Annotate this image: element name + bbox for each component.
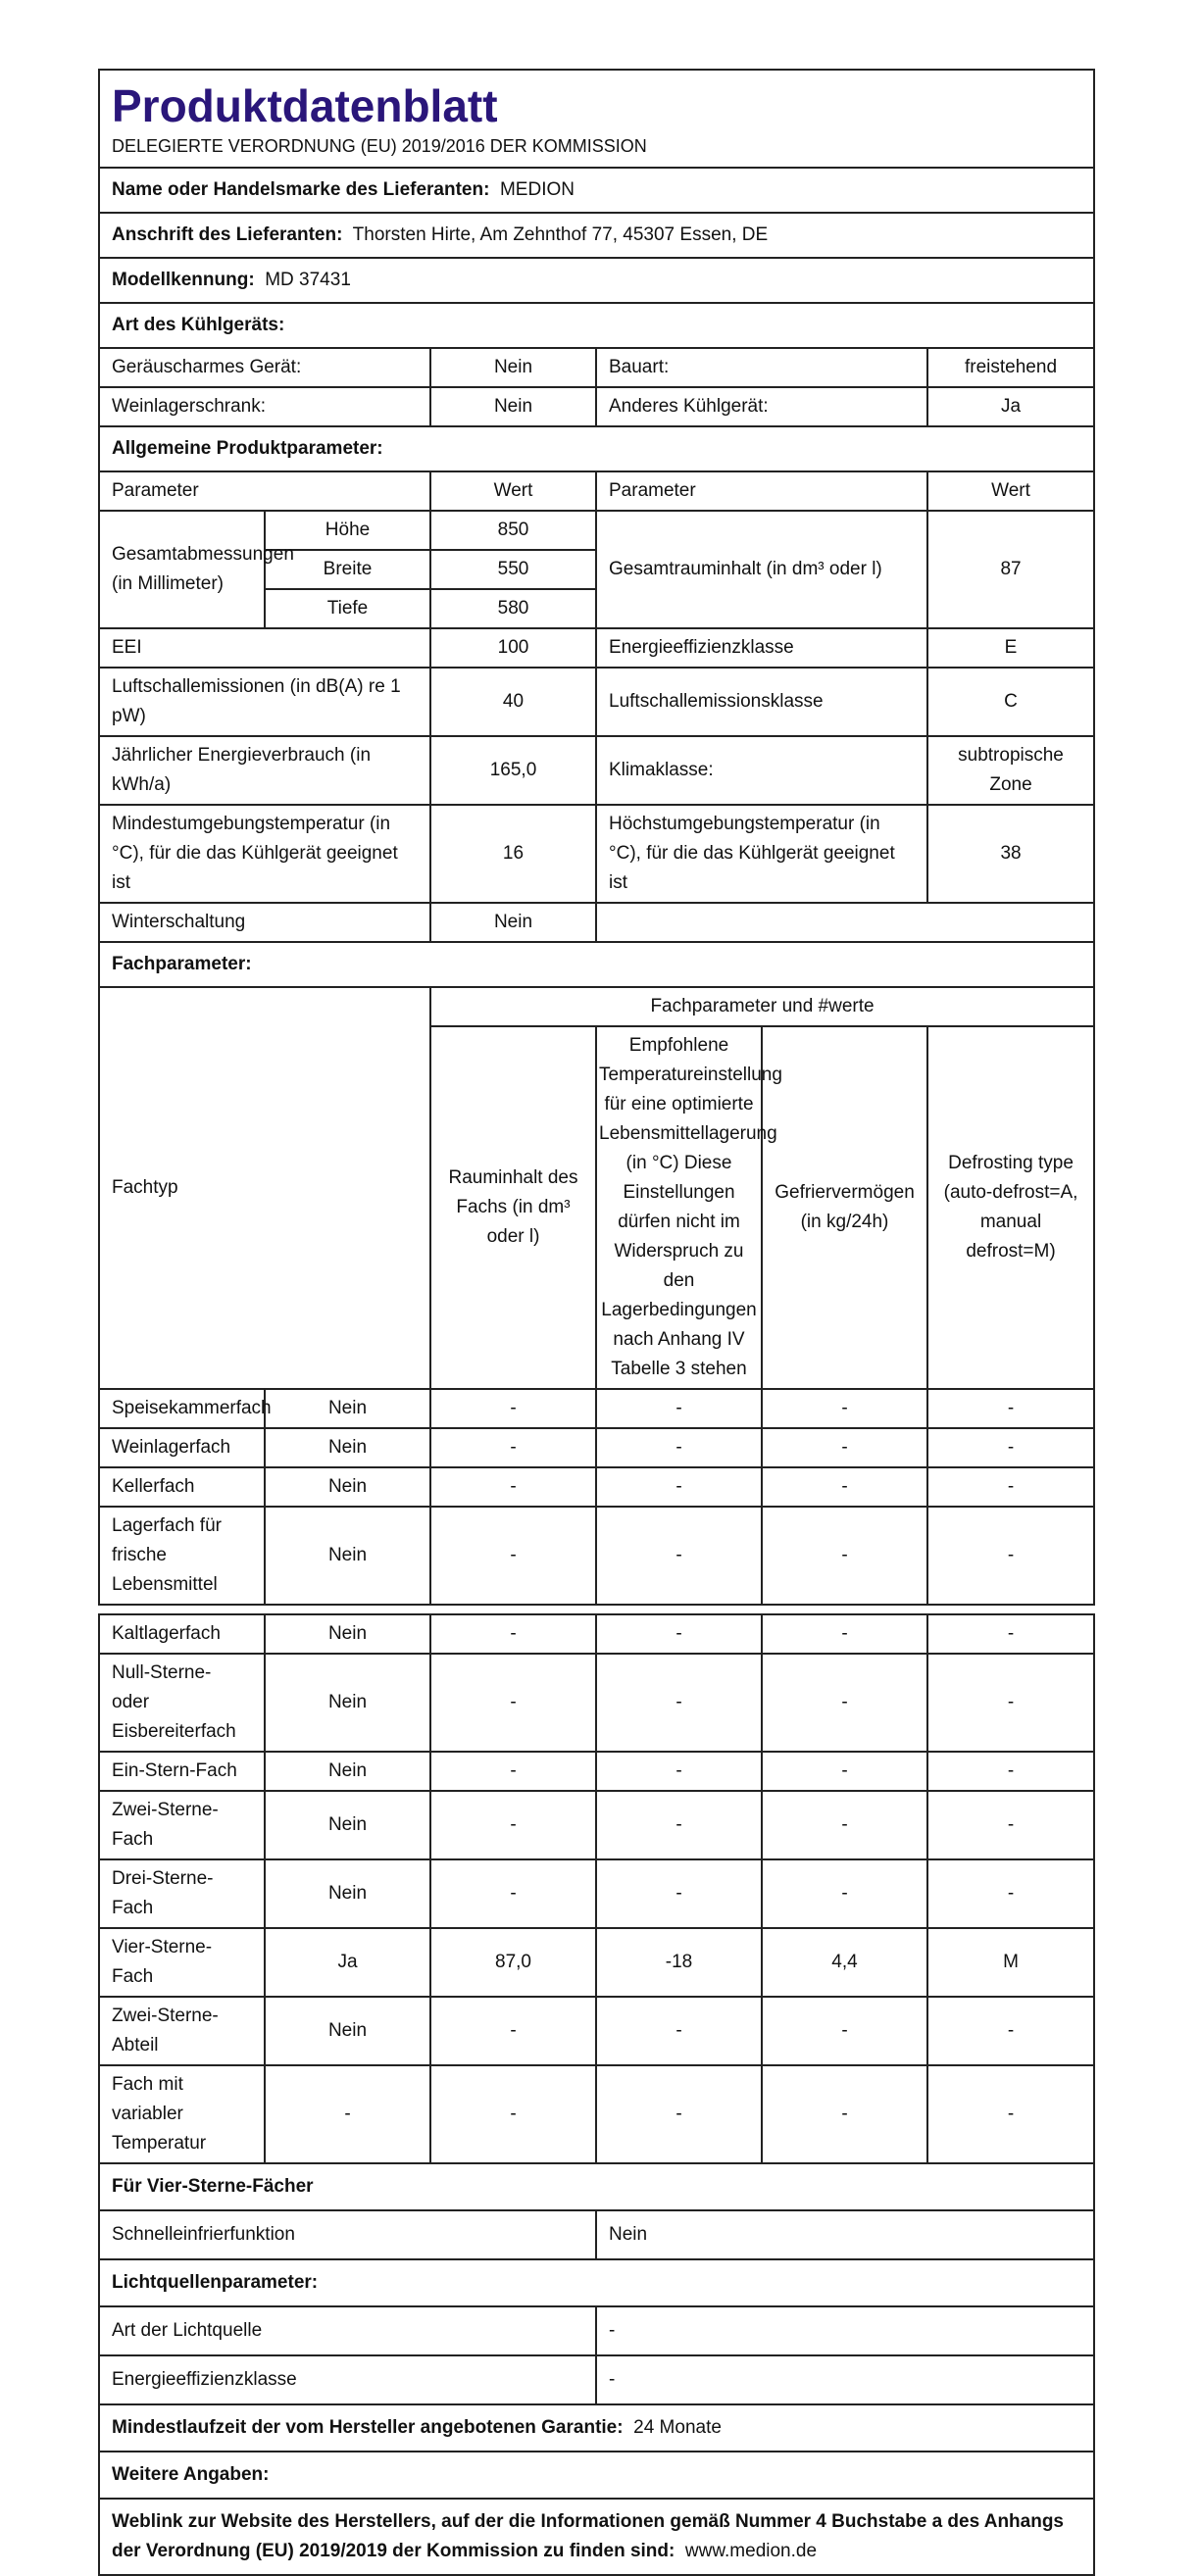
page-title: Produktdatenblatt <box>112 80 498 131</box>
param-cell: Luftschallemissionen (in dB(A) re 1 pW) <box>99 668 430 736</box>
compartment-name: Weinlagerfach <box>99 1428 265 1467</box>
light-class-row <box>99 2355 1094 2404</box>
compartment-name: Zwei-Sterne-Abteil <box>99 1997 265 2065</box>
compartments-heading-row <box>99 942 1094 987</box>
width-label: Breite <box>265 550 430 589</box>
compartments-heading: Fachparameter: <box>99 942 1094 987</box>
dims-label: Gesamtabmessungen (in Millimeter) <box>99 511 265 628</box>
table-row <box>99 805 1094 903</box>
compartment-temp: - <box>596 1859 762 1928</box>
compartment-defrost: - <box>927 1614 1094 1654</box>
compartment-temp: - <box>596 1997 762 2065</box>
winter-label: Winterschaltung <box>99 903 430 942</box>
main-table <box>98 69 1095 2576</box>
table-row <box>99 1389 1094 1428</box>
table-row <box>99 1428 1094 1467</box>
supplier-address-row <box>99 213 1094 258</box>
compartment-temp: - <box>596 1791 762 1859</box>
compartment-present: Nein <box>265 1752 430 1791</box>
light-heading: Lichtquellenparameter: <box>99 2259 1094 2306</box>
compartment-volume: - <box>430 1428 596 1467</box>
col-temp: Empfohlene Temperatureinstellung für eine optimierte Lebensmittellagerung (in °C) Diese Einstellungen dürfen nicht im Widerspruch zu den Lagerbedingungen nach Anhang IV Tabelle 3 stehen <box>596 1026 762 1389</box>
value-cell: 40 <box>430 668 596 736</box>
compartment-freeze: - <box>762 2065 927 2163</box>
param-cell: Jährlicher Energieverbrauch (in kWh/a) <box>99 736 430 805</box>
compartment-name: Drei-Sterne-Fach <box>99 1859 265 1928</box>
type-cell: Nein <box>430 387 596 426</box>
compartment-freeze: - <box>762 1389 927 1428</box>
compartment-defrost: - <box>927 1859 1094 1928</box>
compartment-name: Zwei-Sterne-Fach <box>99 1791 265 1859</box>
compartment-defrost: - <box>927 1654 1094 1752</box>
volume-value: 87 <box>927 511 1094 628</box>
compartment-temp: - <box>596 1752 762 1791</box>
type-cell: Bauart: <box>596 348 927 387</box>
width-value: 550 <box>430 550 596 589</box>
compartment-freeze: - <box>762 1507 927 1605</box>
compartment-temp: - <box>596 1428 762 1467</box>
type-cell: freistehend <box>927 348 1094 387</box>
compartment-present: Nein <box>265 1791 430 1859</box>
group-header: Fachparameter und #werte <box>430 987 1094 1026</box>
param-cell: Klimaklasse: <box>596 736 927 805</box>
compartment-temp: - <box>596 1467 762 1507</box>
compartment-temp: -18 <box>596 1928 762 1997</box>
value-cell: 100 <box>430 628 596 668</box>
compartment-volume: - <box>430 1467 596 1507</box>
winter-row <box>99 903 1094 942</box>
param-cell: Luftschallemissionsklasse <box>596 668 927 736</box>
model-label: Modellkennung: <box>112 270 255 290</box>
type-cell: Anderes Kühlgerät: <box>596 387 927 426</box>
table-row <box>99 1467 1094 1507</box>
weblink-row <box>99 2499 1094 2575</box>
supplier-name-row <box>99 168 1094 213</box>
table-row <box>99 1614 1094 1654</box>
four-star-heading: Für Vier-Sterne-Fächer <box>99 2163 1094 2210</box>
compartment-present: - <box>265 2065 430 2163</box>
product-data-sheet <box>98 69 1093 2576</box>
compartment-volume: - <box>430 2065 596 2163</box>
compartment-freeze: - <box>762 1614 927 1654</box>
compartment-present: Ja <box>265 1928 430 1997</box>
compartment-volume: - <box>430 1752 596 1791</box>
header-row <box>99 70 1094 168</box>
warranty-label: Mindestlaufzeit der vom Hersteller angebotenen Garantie: <box>112 2417 624 2438</box>
supplier-name-value: MEDION <box>499 179 575 200</box>
general-heading: Allgemeine Produktparameter: <box>99 426 1094 471</box>
compartment-freeze: - <box>762 1654 927 1752</box>
value-cell: 38 <box>927 805 1094 903</box>
table-row <box>99 1654 1094 1752</box>
model-value: MD 37431 <box>265 270 351 290</box>
compartment-present: Nein <box>265 1467 430 1507</box>
table-row <box>99 1928 1094 1997</box>
supplier-name-label: Name oder Handelsmarke des Lieferanten: <box>112 179 490 200</box>
compartment-volume: - <box>430 1997 596 2065</box>
more-info-row <box>99 2452 1094 2499</box>
supplier-address-value: Thorsten Hirte, Am Zehnthof 77, 45307 Essen, DE <box>352 224 769 245</box>
compartment-freeze: - <box>762 1467 927 1507</box>
light-heading-row <box>99 2259 1094 2306</box>
fachtyp-label: Fachtyp <box>99 987 430 1389</box>
compartment-volume: - <box>430 1389 596 1428</box>
compartment-temp: - <box>596 1614 762 1654</box>
compartment-freeze: - <box>762 1752 927 1791</box>
compartment-volume: - <box>430 1654 596 1752</box>
col-defrost: Defrosting type (auto-defrost=A, manual defrost=M) <box>927 1026 1094 1389</box>
depth-label: Tiefe <box>265 589 430 628</box>
col-param: Parameter <box>99 471 430 511</box>
table-row <box>99 348 1094 387</box>
quick-freeze-row <box>99 2210 1094 2259</box>
param-cell: EEI <box>99 628 430 668</box>
supplier-address-label: Anschrift des Lieferanten: <box>112 224 343 245</box>
value-cell: 16 <box>430 805 596 903</box>
compartment-defrost: - <box>927 1997 1094 2065</box>
type-cell: Nein <box>430 348 596 387</box>
type-cell: Geräuscharmes Gerät: <box>99 348 430 387</box>
light-type-value: - <box>596 2306 1094 2355</box>
col-volume: Rauminhalt des Fachs (in dm³ oder l) <box>430 1026 596 1389</box>
four-star-heading-row <box>99 2163 1094 2210</box>
compartment-volume: - <box>430 1614 596 1654</box>
light-type-row <box>99 2306 1094 2355</box>
compartment-freeze: 4,4 <box>762 1928 927 1997</box>
compartment-temp: - <box>596 1507 762 1605</box>
compartment-volume: - <box>430 1507 596 1605</box>
compartment-name: Lagerfach für frische Lebensmittel <box>99 1507 265 1605</box>
more-info-label: Weitere Angaben: <box>99 2452 1094 2499</box>
light-class-value: - <box>596 2355 1094 2404</box>
table-row <box>99 668 1094 736</box>
compartment-defrost: - <box>927 1791 1094 1859</box>
compartment-name: Ein-Stern-Fach <box>99 1752 265 1791</box>
col-freeze: Gefriervermögen (in kg/24h) <box>762 1026 927 1389</box>
param-cell: Energieeffizienzklasse <box>596 628 927 668</box>
table-row <box>99 1752 1094 1791</box>
compartment-freeze: - <box>762 1791 927 1859</box>
compartment-freeze: - <box>762 1997 927 2065</box>
compartment-name: Kaltlagerfach <box>99 1614 265 1654</box>
compartment-defrost: - <box>927 1467 1094 1507</box>
col-param: Parameter <box>596 471 927 511</box>
compartment-name: Vier-Sterne-Fach <box>99 1928 265 1997</box>
table-row <box>99 1997 1094 2065</box>
warranty-row <box>99 2404 1094 2452</box>
model-row <box>99 258 1094 303</box>
table-row <box>99 387 1094 426</box>
type-heading: Art des Kühlgeräts: <box>99 303 1094 348</box>
compartment-name: Fach mit variabler Temperatur <box>99 2065 265 2163</box>
section-gap <box>99 1605 1094 1614</box>
compartment-temp: - <box>596 1389 762 1428</box>
table-row <box>99 736 1094 805</box>
compartment-name: Null-Sterne- oder Eisbereiterfach <box>99 1654 265 1752</box>
compartment-present: Nein <box>265 1654 430 1752</box>
col-value: Wert <box>927 471 1094 511</box>
general-header-row <box>99 471 1094 511</box>
compartment-defrost: - <box>927 1752 1094 1791</box>
compartment-present: Nein <box>265 1428 430 1467</box>
compartment-temp: - <box>596 2065 762 2163</box>
page-subtitle: DELEGIERTE VERORDNUNG (EU) 2019/2016 DER KOMMISSION <box>112 136 647 156</box>
param-cell: Höchstumgebungstemperatur (in °C), für die das Kühlgerät geeignet ist <box>596 805 927 903</box>
compartment-freeze: - <box>762 1428 927 1467</box>
depth-value: 580 <box>430 589 596 628</box>
winter-value: Nein <box>430 903 596 942</box>
table-row <box>99 1507 1094 1605</box>
table-row <box>99 628 1094 668</box>
compartment-defrost: - <box>927 1428 1094 1467</box>
general-heading-row <box>99 426 1094 471</box>
compartment-volume: - <box>430 1859 596 1928</box>
compartment-present: Nein <box>265 1614 430 1654</box>
light-class-label: Energieeffizienzklasse <box>99 2355 596 2404</box>
compartment-defrost: - <box>927 1507 1094 1605</box>
compartment-present: Nein <box>265 1997 430 2065</box>
height-value: 850 <box>430 511 596 550</box>
compartment-present: Nein <box>265 1859 430 1928</box>
volume-label: Gesamtrauminhalt (in dm³ oder l) <box>596 511 927 628</box>
value-cell: 165,0 <box>430 736 596 805</box>
warranty-value: 24 Monate <box>633 2417 722 2438</box>
weblink-value[interactable]: www.medion.de <box>684 2541 818 2561</box>
empty-cell <box>596 903 1094 942</box>
table-row <box>99 1859 1094 1928</box>
compartment-defrost: - <box>927 2065 1094 2163</box>
compartment-present: Nein <box>265 1507 430 1605</box>
value-cell: subtropische Zone <box>927 736 1094 805</box>
compartments-group-row <box>99 987 1094 1026</box>
value-cell: C <box>927 668 1094 736</box>
type-cell: Weinlagerschrank: <box>99 387 430 426</box>
compartment-volume: 87,0 <box>430 1928 596 1997</box>
light-type-label: Art der Lichtquelle <box>99 2306 596 2355</box>
quick-freeze-label: Schnelleinfrierfunktion <box>99 2210 596 2259</box>
type-heading-row <box>99 303 1094 348</box>
compartment-name: Speisekammerfach <box>99 1389 265 1428</box>
height-label: Höhe <box>265 511 430 550</box>
dims-row <box>99 511 1094 550</box>
compartment-defrost: - <box>927 1389 1094 1428</box>
type-cell: Ja <box>927 387 1094 426</box>
value-cell: E <box>927 628 1094 668</box>
col-value: Wert <box>430 471 596 511</box>
table-row <box>99 1791 1094 1859</box>
compartment-volume: - <box>430 1791 596 1859</box>
weblink-label: Weblink zur Website des Herstellers, auf der die Informationen gemäß Nummer 4 Buchstabe a des Anhangs der Verordnung (EU) 2019/2019 der Kommission zu finden sind: <box>112 2511 1065 2561</box>
param-cell: Mindestumgebungstemperatur (in °C), für die das Kühlgerät geeignet ist <box>99 805 430 903</box>
table-row <box>99 2065 1094 2163</box>
compartment-name: Kellerfach <box>99 1467 265 1507</box>
compartment-freeze: - <box>762 1859 927 1928</box>
compartment-defrost: M <box>927 1928 1094 1997</box>
compartment-present: Nein <box>265 1389 430 1428</box>
compartment-temp: - <box>596 1654 762 1752</box>
quick-freeze-value: Nein <box>596 2210 1094 2259</box>
